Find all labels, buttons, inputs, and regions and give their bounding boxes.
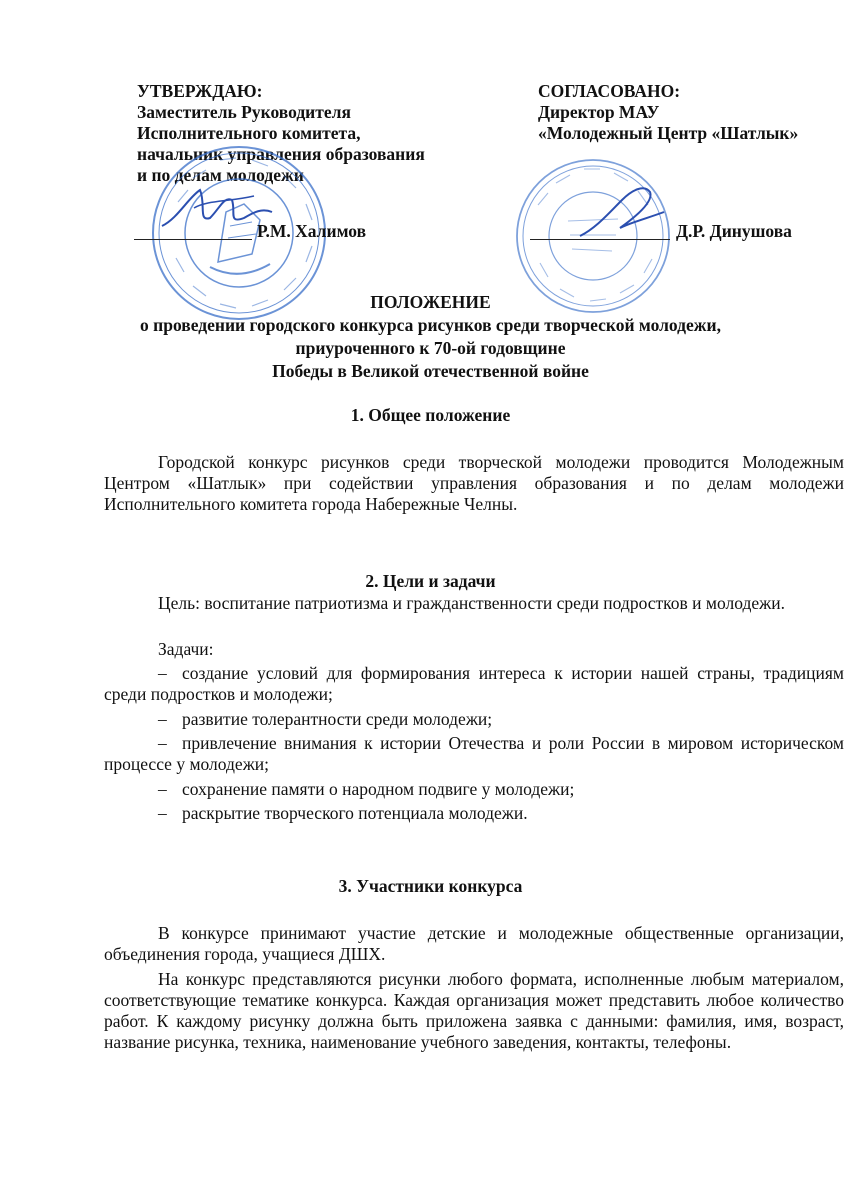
document-subtitle: приуроченного к 70-ой годовщине: [295, 338, 566, 358]
document-subtitle: Победы в Великой отечественной войне: [272, 361, 589, 381]
approval-line: Исполнительного комитета,: [137, 123, 361, 143]
agreement-block: [538, 81, 848, 144]
task-item: – развитие толерантности среди молодежи;: [158, 709, 493, 729]
section-1-heading: 1. Общее положение: [350, 405, 511, 425]
agreement-line: «Молодежный Центр «Шатлык»: [538, 123, 799, 143]
right-signer-name: Д.Р. Динушова: [676, 221, 792, 241]
approval-line: и по делам молодежи: [137, 165, 304, 185]
agreement-line: Директор МАУ: [538, 102, 660, 122]
right-signature-line: [530, 239, 670, 240]
approval-line: Заместитель Руководителя: [137, 102, 351, 122]
task-item: – создание условий для формирования интереса к истории нашей страны, традициям среди подростков и молодежи;: [104, 663, 844, 704]
left-signer-name: Р.М. Халимов: [257, 221, 367, 241]
task-item: – привлечение внимания к истории Отечества и роли России в мировом историческом процессе у молодежи;: [104, 733, 844, 774]
section-3-paragraph: В конкурсе принимают участие детские и молодежные общественные организации, объединения города, учащиеся ДШХ.: [104, 923, 844, 964]
section-2-heading: 2. Цели и задачи: [365, 571, 496, 591]
section-3-paragraph: На конкурс представляются рисунки любого формата, исполненные любым материалом, соответствующие тематике конкурса. Каждая организация может представить любое количество работ. К каждому рисунку должна быть приложена заявка с данными: фамилия, имя, возраст, название рисунка, техника, наименование учебного заведения, контакты, телефоны.: [104, 969, 844, 1052]
left-signature-line: [134, 239, 252, 240]
section-3-heading: 3. Участники конкурса: [338, 876, 523, 896]
document-title: ПОЛОЖЕНИЕ: [370, 292, 491, 312]
agreement-title: СОГЛАСОВАНО:: [538, 81, 681, 101]
approval-title: УТВЕРЖДАЮ:: [137, 81, 263, 101]
task-item: – раскрытие творческого потенциала молодежи.: [158, 803, 528, 823]
right-handwritten-signature: [572, 178, 672, 244]
section-1-paragraph: Городской конкурс рисунков среди творческой молодежи проводится Молодежным Центром «Шатлык» при содействии управления образования и по делам молодежи Исполнительного комитета города Набережные Челны.: [104, 452, 844, 514]
task-item: – сохранение памяти о народном подвиге у молодежи;: [158, 779, 575, 799]
approval-line: начальник управления образования: [137, 144, 425, 164]
document-subtitle: о проведении городского конкурса рисунков среди творческой молодежи,: [140, 315, 721, 335]
tasks-label: Задачи:: [158, 639, 214, 659]
goal-paragraph: Цель: воспитание патриотизма и гражданственности среди подростков и молодежи.: [158, 593, 785, 613]
